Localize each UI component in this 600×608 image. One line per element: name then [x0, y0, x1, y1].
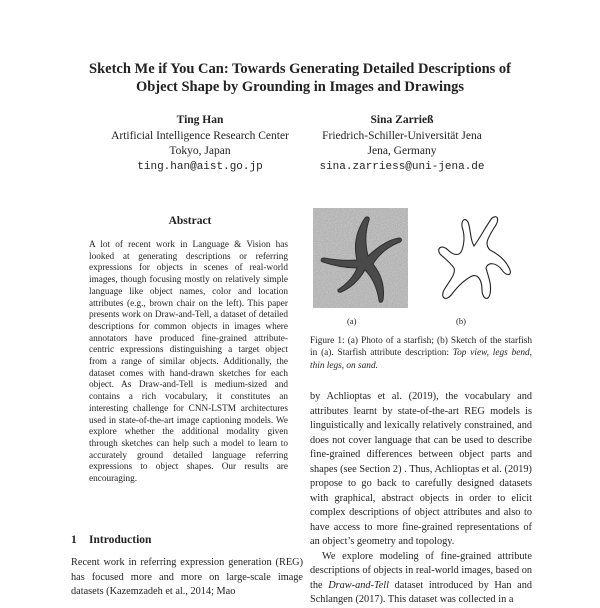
author-name: Sina Zarrieß: [370, 114, 434, 126]
para2-text-before: We explore modeling of fine-grained attribute descriptions of objects in real-world images, based on the: [310, 550, 532, 591]
author-location: Jena, Germany: [367, 145, 437, 157]
figure-label-b: (b): [456, 316, 466, 326]
dataset-name: Draw-and-Tell: [328, 579, 390, 591]
author-affiliation: Artificial Intelligence Research Center: [111, 129, 289, 142]
caption-description: Top view, legs bend, thin legs, on sand.: [310, 348, 532, 371]
starfish-sketch: [430, 210, 516, 308]
caption-text: Figure 1: (a) Photo of a starfish; (b) Sketch of the starfish in (a). Starfish attribute description:: [310, 336, 532, 359]
abstract-text: A lot of recent work in Language & Vision has looked at generating descriptions or referring expressions for objects in scenes of real-world images, though focusing mostly on relatively simple language like object names, color and location attributes (e.g., brown chair on the left). This paper presents work on Draw-and-Tell, a dataset of detailed descriptions for common objects in images where annotators have produced fine-grained attribute-centric expressions distinguishing a target object from a range of similar objects. Additionally, the dataset comes with hand-drawn sketches for each object. As Draw-and-Tell is medium-sized and contains a rich vocabulary, it constitutes an interesting challenge for CNN-LSTM architectures used in state-of-the-art image captioning models. We explore whether the additional modality given through sketches can help such a model to learn to accurately ground detailed language referring expressions to object shapes. Our results are encouraging.: [89, 240, 288, 485]
right-paragraph-1: by Achlioptas et al. (2019), the vocabulary and attributes learnt by state-of-the-art REG models is linguistically and lexically relatively constrained, and does not cover language that can be used to describe fine-grained differences between object parts and shapes (see Section 2) . Thus, Achlioptas et al. (2019) propose to go back to carefully designed datasets with graphical, abstract objects in order to elicit complex descriptions of object attributes and also to have access to more fine-grained representations of an object’s geometry and topology.: [310, 391, 532, 547]
sketch-outline: [439, 217, 511, 299]
title-line-2: Object Shape by Grounding in Images and Drawings: [135, 79, 465, 95]
abstract-heading: Abstract: [168, 215, 212, 227]
author-name: Ting Han: [176, 114, 224, 126]
right-paragraph-2: [310, 550, 532, 608]
title-line-1: Sketch Me if You Can: Towards Generating Detailed Descriptions of: [89, 61, 511, 77]
starfish-photo: [313, 208, 408, 308]
intro-paragraph-right: [310, 390, 532, 608]
author-email: sina.zarriess@uni-jena.de: [319, 160, 485, 173]
section-title: Introduction: [89, 534, 152, 546]
intro-paragraph-left: Recent work in referring expression generation (REG) has focused more and more on large-scale image datasets (Kazemzadeh et al., 2014; Mao: [71, 557, 303, 597]
section-number: 1: [71, 534, 77, 546]
author-location: Tokyo, Japan: [169, 145, 231, 157]
paper-title: [60, 60, 540, 96]
section-heading: [71, 534, 151, 546]
figure-caption: [310, 335, 532, 372]
figure-1: [310, 208, 532, 330]
para2-text-after: dataset introduced by Han and Schlangen (2017). This dataset was collected in a: [310, 579, 532, 605]
author-affiliation: Friedrich-Schiller-Universität Jena: [322, 129, 482, 142]
figure-label-a: (a): [347, 316, 357, 326]
author-block-1: [90, 113, 310, 175]
author-block-2: [292, 113, 512, 175]
author-email: ting.han@aist.go.jp: [137, 160, 263, 173]
